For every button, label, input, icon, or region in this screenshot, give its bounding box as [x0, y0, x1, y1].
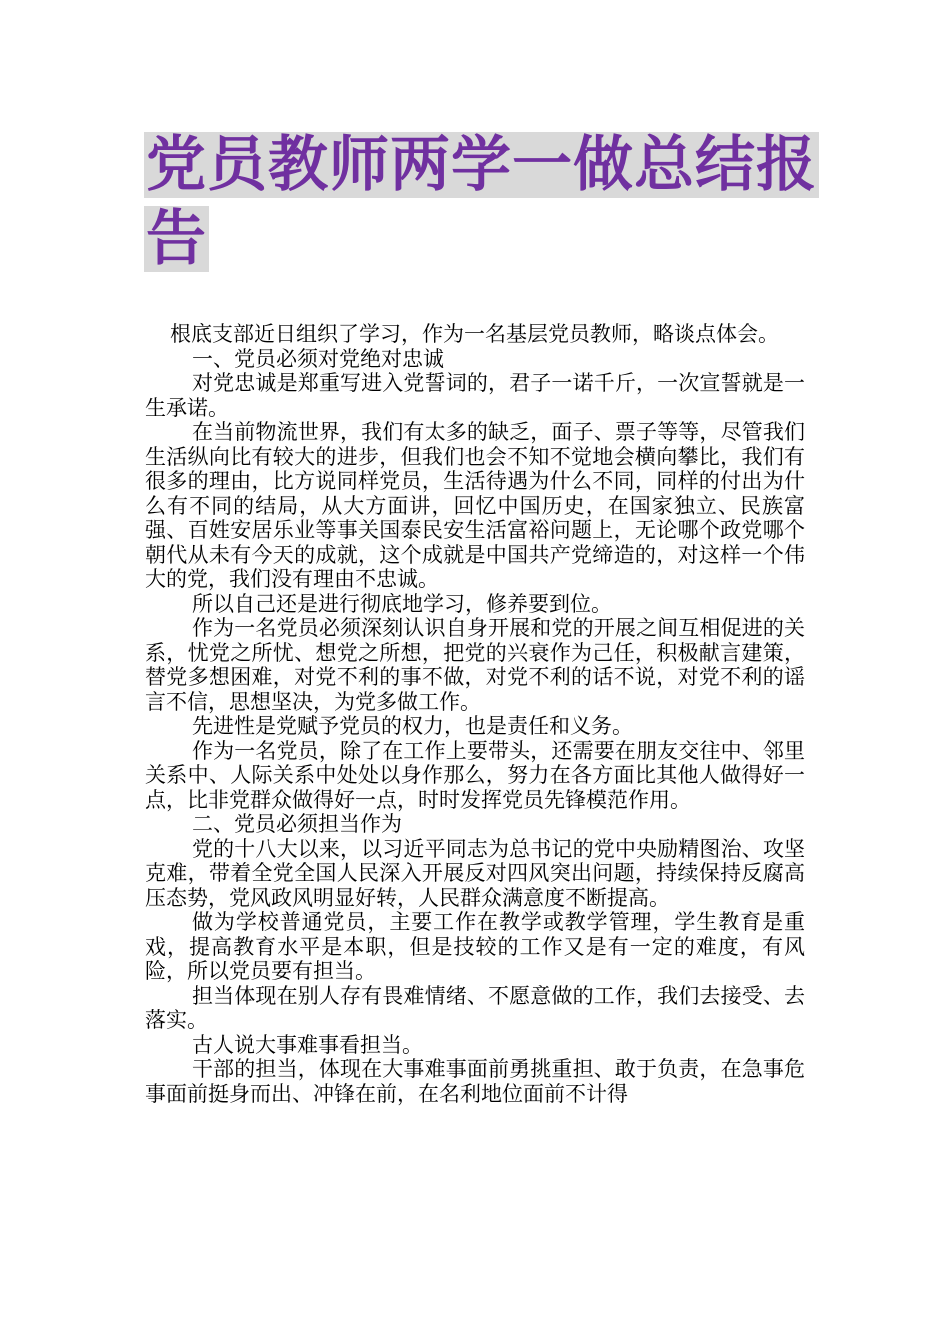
paragraph: 担当体现在别人存有畏难情绪、不愿意做的工作，我们去接受、去落实。 — [145, 983, 805, 1032]
paragraph: 古人说大事难事看担当。 — [192, 1032, 423, 1057]
paragraph: 干部的担当，体现在大事难事面前勇挑重担、敢于负责，在急事危事面前挺身而出、冲锋在前，在名利地位面前不计得 — [145, 1057, 805, 1106]
paragraph: 作为一名党员必须深刻认识自身开展和党的开展之间互相促进的关系，忧党之所忧、想党之所想，把党的兴衰作为己任，积极献言建策，替党多想困难，对党不利的事不做，对党不利的话不说，对党不利的谣言不信，思想坚决，为党多做工作。 — [145, 616, 805, 714]
section-heading-1: 一、党员必须对党绝对忠诚 — [192, 346, 444, 371]
paragraph: 做为学校普通党员，主要工作在教学或教学管理，学生教育是重戏，提高教育水平是本职，但是技较的工作又是有一定的难度，有风险，所以党员要有担当。 — [145, 910, 805, 983]
paragraph-intro: 根底支部近日组织了学习，作为一名基层党员教师，略谈点体会。 — [170, 322, 779, 346]
paragraph: 作为一名党员，除了在工作上要带头，还需要在朋友交往中、邻里关系中、人际关系中处处以身作那么，努力在各方面比其他人做得好一点，比非党群众做得好一点，时时发挥党员先锋模范作用。 — [145, 738, 805, 812]
paragraph: 在当前物流世界，我们有太多的缺乏，面子、票子等等，尽管我们生活纵向比有较大的进步，但我们也会不知不觉地会横向攀比，我们有很多的理由，比方说同样党员，生活待遇为什么不同，同样的付出为什么有不同的结局，从大方面讲，回忆中国历史，在国家独立、民族富强、百姓安居乐业等事关国泰民安生活富裕问题上，无论哪个政党哪个朝代从未有今天的成就，这个成就是中国共产党缔造的，对这样一个伟大的党，我们没有理由不忠诚。 — [145, 420, 805, 591]
document-title — [144, 130, 817, 274]
paragraph: 先进性是党赋予党员的权力，也是责任和义务。 — [192, 714, 633, 738]
title-line-2: 告 — [146, 204, 207, 274]
paragraph: 党的十八大以来，以习近平同志为总书记的党中央励精图治、攻坚克难，带着全党全国人民深入开展反对四风突出问题，持续保持反腐高压态势，党风政风明显好转，人民群众满意度不断提高。 — [145, 836, 805, 910]
paragraph: 所以自己还是进行彻底地学习，修养要到位。 — [192, 591, 612, 616]
document-body — [145, 322, 805, 1106]
paragraph: 对党忠诚是郑重写进入党誓词的，君子一诺千斤，一次宣誓就是一生承诺。 — [145, 371, 805, 420]
section-heading-2: 二、党员必须担当作为 — [192, 812, 402, 836]
title-line-1: 党员教师两学一做总结报 — [146, 130, 817, 200]
